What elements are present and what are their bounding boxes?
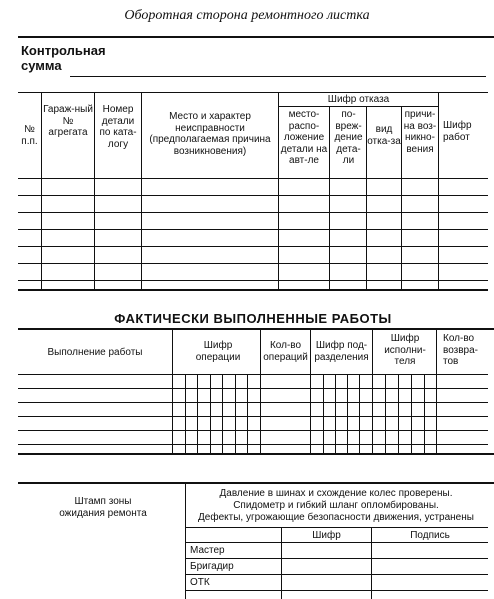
header-operation-count: Кол-во операций [263, 340, 308, 363]
header-returns-count: Кол-во возвра-тов [443, 333, 478, 367]
role-qc: ОТК [190, 577, 210, 588]
table2-col-line [372, 329, 373, 454]
header-garage-number: Гараж-ный № агрегата [43, 104, 93, 138]
role-foreman: Бригадир [190, 561, 234, 572]
approval-row-line [186, 590, 488, 591]
table1-row-line [18, 229, 488, 230]
header-works-code: Шифр работ [443, 120, 472, 143]
table1-col-line [278, 92, 279, 290]
digit-col-line [222, 374, 223, 454]
tyre-check-note: Давление в шинах и схождение колес проверены. [219, 488, 453, 499]
header-work-performed: Выполнение работы [47, 347, 143, 358]
header-location: место-распо-ложение детали на авт-ле [280, 109, 328, 166]
digit-col-line [398, 374, 399, 454]
digit-col-line [210, 374, 211, 454]
header-executor-code: Шифр исполни-теля [384, 333, 426, 367]
digit-col-line [411, 374, 412, 454]
table2-top-border [18, 328, 494, 330]
table1-col-line [329, 106, 330, 290]
header-part-number: Номер детали по ката-логу [99, 104, 137, 150]
header-failure-kind: вид отка-за [367, 124, 401, 147]
table1-row-line [18, 195, 488, 196]
table2-row-line [18, 430, 488, 431]
section-title-completed-works: ФАКТИЧЕСКИ ВЫПОЛНЕННЫЕ РАБОТЫ [114, 311, 392, 326]
header-division-code: Шифр под-разделения [314, 340, 369, 363]
table1-row-line [18, 280, 488, 281]
failure-code-divider [278, 106, 438, 107]
table1-row-line [18, 212, 488, 213]
table1-header-bottom [18, 178, 488, 179]
approval-row-line [186, 542, 488, 543]
approval-header-line [186, 527, 488, 528]
table1-col-line [94, 92, 95, 290]
digit-col-line [335, 374, 336, 454]
table1-row-line [18, 246, 488, 247]
table1-col-line [141, 92, 142, 290]
table1-row-line [18, 263, 488, 264]
digit-col-line [385, 374, 386, 454]
digit-col-line [197, 374, 198, 454]
table2-row-line [18, 416, 488, 417]
table2-header-bottom [18, 374, 488, 375]
header-failure-code: Шифр отказа [327, 94, 390, 105]
digit-col-line [424, 374, 425, 454]
page-title: Оборотная сторона ремонтного листка [124, 8, 370, 23]
checksum-label: Контрольная сумма [21, 43, 106, 73]
digit-col-line [185, 374, 186, 454]
digit-col-line [347, 374, 348, 454]
speedometer-note: Спидометр и гибкий шланг опломбированы. [233, 500, 439, 511]
digit-col-line [235, 374, 236, 454]
footer-top-border [18, 482, 494, 484]
digit-col-line [323, 374, 324, 454]
header-operation-code: Шифр операции [195, 340, 241, 363]
digit-col-line [247, 374, 248, 454]
table1-top-border [18, 92, 488, 93]
header-damage: по-вреж-дение дета-ли [334, 109, 363, 166]
header-signature: Подпись [410, 530, 450, 541]
table2-row-line [18, 444, 488, 445]
header-approval-code: Шифр [312, 530, 341, 541]
approval-row-line [186, 574, 488, 575]
table2-row-line [18, 388, 488, 389]
header-cause: причи-на воз-никно-вения [403, 109, 437, 155]
checksum-line [70, 76, 486, 77]
table2-col-line [172, 329, 173, 454]
table1-col-line [438, 92, 439, 290]
header-row-number: № п.п. [21, 124, 38, 147]
digit-col-line [359, 374, 360, 454]
table1-col-line [41, 92, 42, 290]
top-rule [18, 36, 494, 38]
header-fault-description: Место и характер неисправности (предполагаемая причина возникновения) [149, 111, 271, 157]
defects-note: Дефекты, угрожающие безопасности движения, устранены [198, 512, 474, 523]
table2-bottom-border [18, 453, 494, 455]
table2-col-line [436, 329, 437, 454]
approval-row-line [186, 558, 488, 559]
table2-row-line [18, 402, 488, 403]
table1-bottom-border [18, 289, 488, 291]
stamp-label: Штамп зоны ожидания ремонта [59, 496, 147, 519]
role-master: Мастер [190, 545, 225, 556]
